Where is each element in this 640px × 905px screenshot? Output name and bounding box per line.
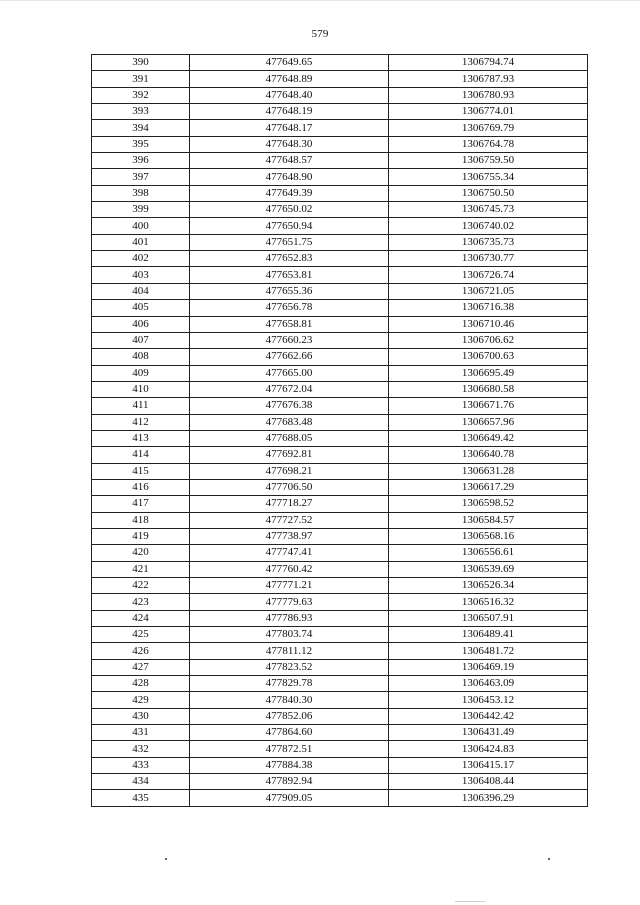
point-number-cell: 396: [92, 153, 190, 169]
table-row: [92, 283, 588, 299]
y-coordinate-cell: 1306710.46: [389, 316, 588, 332]
point-number-cell: 409: [92, 365, 190, 381]
y-coordinate-cell: 1306431.49: [389, 725, 588, 741]
point-number-cell: 415: [92, 463, 190, 479]
point-number-cell: 400: [92, 218, 190, 234]
x-coordinate-cell: 477727.52: [190, 512, 389, 528]
x-coordinate-cell: 477655.36: [190, 283, 389, 299]
y-coordinate-cell: 1306657.96: [389, 414, 588, 430]
x-coordinate-cell: 477811.12: [190, 643, 389, 659]
point-number-cell: 398: [92, 185, 190, 201]
point-number-cell: 390: [92, 55, 190, 71]
table-row: [92, 496, 588, 512]
table-row: [92, 349, 588, 365]
table-row: [92, 578, 588, 594]
point-number-cell: 405: [92, 300, 190, 316]
y-coordinate-cell: 1306764.78: [389, 136, 588, 152]
table-row: [92, 365, 588, 381]
point-number-cell: 399: [92, 202, 190, 218]
x-coordinate-cell: 477648.40: [190, 87, 389, 103]
y-coordinate-cell: 1306745.73: [389, 202, 588, 218]
point-number-cell: 422: [92, 578, 190, 594]
table-row: [92, 528, 588, 544]
x-coordinate-cell: 477909.05: [190, 790, 389, 806]
table-row: [92, 725, 588, 741]
y-coordinate-cell: 1306481.72: [389, 643, 588, 659]
y-coordinate-cell: 1306755.34: [389, 169, 588, 185]
x-coordinate-cell: 477840.30: [190, 692, 389, 708]
table-row: [92, 692, 588, 708]
point-number-cell: 421: [92, 561, 190, 577]
table-row: [92, 741, 588, 757]
y-coordinate-cell: 1306598.52: [389, 496, 588, 512]
x-coordinate-cell: 477747.41: [190, 545, 389, 561]
table-row: [92, 708, 588, 724]
point-number-cell: 397: [92, 169, 190, 185]
y-coordinate-cell: 1306408.44: [389, 774, 588, 790]
point-number-cell: 416: [92, 479, 190, 495]
x-coordinate-cell: 477718.27: [190, 496, 389, 512]
table-row: [92, 659, 588, 675]
y-coordinate-cell: 1306759.50: [389, 153, 588, 169]
y-coordinate-cell: 1306507.91: [389, 610, 588, 626]
y-coordinate-cell: 1306396.29: [389, 790, 588, 806]
table-row: [92, 153, 588, 169]
table-row: [92, 790, 588, 806]
scan-edge-bottom: [455, 901, 485, 902]
y-coordinate-cell: 1306695.49: [389, 365, 588, 381]
point-number-cell: 392: [92, 87, 190, 103]
table-row: [92, 610, 588, 626]
point-number-cell: 414: [92, 447, 190, 463]
point-number-cell: 433: [92, 757, 190, 773]
point-number-cell: 430: [92, 708, 190, 724]
point-number-cell: 403: [92, 267, 190, 283]
x-coordinate-cell: 477672.04: [190, 381, 389, 397]
table-row: [92, 267, 588, 283]
x-coordinate-cell: 477803.74: [190, 627, 389, 643]
y-coordinate-cell: 1306750.50: [389, 185, 588, 201]
y-coordinate-cell: 1306516.32: [389, 594, 588, 610]
y-coordinate-cell: 1306649.42: [389, 430, 588, 446]
x-coordinate-cell: 477683.48: [190, 414, 389, 430]
y-coordinate-cell: 1306721.05: [389, 283, 588, 299]
y-coordinate-cell: 1306526.34: [389, 578, 588, 594]
point-number-cell: 412: [92, 414, 190, 430]
scan-speck-right: [548, 858, 550, 860]
table-row: [92, 447, 588, 463]
y-coordinate-cell: 1306469.19: [389, 659, 588, 675]
y-coordinate-cell: 1306539.69: [389, 561, 588, 577]
x-coordinate-cell: 477872.51: [190, 741, 389, 757]
table-row: [92, 71, 588, 87]
table-row: [92, 218, 588, 234]
point-number-cell: 395: [92, 136, 190, 152]
point-number-cell: 408: [92, 349, 190, 365]
table-row: [92, 676, 588, 692]
page-number: 579: [311, 28, 329, 40]
table-row: [92, 414, 588, 430]
table-row: [92, 479, 588, 495]
y-coordinate-cell: 1306442.42: [389, 708, 588, 724]
table-row: [92, 300, 588, 316]
point-number-cell: 420: [92, 545, 190, 561]
point-number-cell: 424: [92, 610, 190, 626]
y-coordinate-cell: 1306726.74: [389, 267, 588, 283]
y-coordinate-cell: 1306568.16: [389, 528, 588, 544]
point-number-cell: 413: [92, 430, 190, 446]
table-row: [92, 185, 588, 201]
x-coordinate-cell: 477852.06: [190, 708, 389, 724]
table-row: [92, 202, 588, 218]
y-coordinate-cell: 1306716.38: [389, 300, 588, 316]
x-coordinate-cell: 477648.17: [190, 120, 389, 136]
point-number-cell: 435: [92, 790, 190, 806]
y-coordinate-cell: 1306706.62: [389, 332, 588, 348]
point-number-cell: 428: [92, 676, 190, 692]
table-row: [92, 643, 588, 659]
x-coordinate-cell: 477652.83: [190, 251, 389, 267]
table-row: [92, 430, 588, 446]
y-coordinate-cell: 1306631.28: [389, 463, 588, 479]
x-coordinate-cell: 477656.78: [190, 300, 389, 316]
table-row: [92, 251, 588, 267]
y-coordinate-cell: 1306424.83: [389, 741, 588, 757]
x-coordinate-cell: 477698.21: [190, 463, 389, 479]
y-coordinate-cell: 1306769.79: [389, 120, 588, 136]
y-coordinate-cell: 1306794.74: [389, 55, 588, 71]
table-row: [92, 136, 588, 152]
point-number-cell: 417: [92, 496, 190, 512]
y-coordinate-cell: 1306640.78: [389, 447, 588, 463]
y-coordinate-cell: 1306787.93: [389, 71, 588, 87]
coordinate-table: [91, 54, 588, 807]
table-row: [92, 398, 588, 414]
x-coordinate-cell: 477829.78: [190, 676, 389, 692]
x-coordinate-cell: 477650.02: [190, 202, 389, 218]
table-row: [92, 774, 588, 790]
x-coordinate-cell: 477651.75: [190, 234, 389, 250]
x-coordinate-cell: 477653.81: [190, 267, 389, 283]
table-row: [92, 332, 588, 348]
x-coordinate-cell: 477760.42: [190, 561, 389, 577]
point-number-cell: 394: [92, 120, 190, 136]
x-coordinate-cell: 477864.60: [190, 725, 389, 741]
x-coordinate-cell: 477786.93: [190, 610, 389, 626]
point-number-cell: 423: [92, 594, 190, 610]
y-coordinate-cell: 1306735.73: [389, 234, 588, 250]
point-number-cell: 429: [92, 692, 190, 708]
x-coordinate-cell: 477892.94: [190, 774, 389, 790]
table-row: [92, 87, 588, 103]
point-number-cell: 434: [92, 774, 190, 790]
x-coordinate-cell: 477662.66: [190, 349, 389, 365]
x-coordinate-cell: 477649.65: [190, 55, 389, 71]
table-row: [92, 234, 588, 250]
y-coordinate-cell: 1306556.61: [389, 545, 588, 561]
x-coordinate-cell: 477771.21: [190, 578, 389, 594]
x-coordinate-cell: 477650.94: [190, 218, 389, 234]
x-coordinate-cell: 477706.50: [190, 479, 389, 495]
x-coordinate-cell: 477676.38: [190, 398, 389, 414]
y-coordinate-cell: 1306463.09: [389, 676, 588, 692]
point-number-cell: 406: [92, 316, 190, 332]
point-number-cell: 411: [92, 398, 190, 414]
x-coordinate-cell: 477648.30: [190, 136, 389, 152]
point-number-cell: 425: [92, 627, 190, 643]
y-coordinate-cell: 1306489.41: [389, 627, 588, 643]
x-coordinate-cell: 477823.52: [190, 659, 389, 675]
point-number-cell: 410: [92, 381, 190, 397]
point-number-cell: 404: [92, 283, 190, 299]
y-coordinate-cell: 1306680.58: [389, 381, 588, 397]
point-number-cell: 393: [92, 104, 190, 120]
y-coordinate-cell: 1306730.77: [389, 251, 588, 267]
point-number-cell: 402: [92, 251, 190, 267]
point-number-cell: 401: [92, 234, 190, 250]
table-row: [92, 757, 588, 773]
x-coordinate-cell: 477665.00: [190, 365, 389, 381]
coordinate-table-body: [92, 55, 588, 807]
x-coordinate-cell: 477649.39: [190, 185, 389, 201]
table-row: [92, 545, 588, 561]
point-number-cell: 427: [92, 659, 190, 675]
x-coordinate-cell: 477779.63: [190, 594, 389, 610]
y-coordinate-cell: 1306584.57: [389, 512, 588, 528]
point-number-cell: 419: [92, 528, 190, 544]
x-coordinate-cell: 477658.81: [190, 316, 389, 332]
table-row: [92, 104, 588, 120]
table-row: [92, 120, 588, 136]
table-row: [92, 512, 588, 528]
scan-speck-left: [165, 858, 167, 860]
point-number-cell: 391: [92, 71, 190, 87]
y-coordinate-cell: 1306740.02: [389, 218, 588, 234]
y-coordinate-cell: 1306415.17: [389, 757, 588, 773]
point-number-cell: 432: [92, 741, 190, 757]
x-coordinate-cell: 477648.90: [190, 169, 389, 185]
table-row: [92, 316, 588, 332]
y-coordinate-cell: 1306780.93: [389, 87, 588, 103]
point-number-cell: 407: [92, 332, 190, 348]
x-coordinate-cell: 477660.23: [190, 332, 389, 348]
scan-edge-top: [0, 0, 640, 1]
y-coordinate-cell: 1306700.63: [389, 349, 588, 365]
y-coordinate-cell: 1306617.29: [389, 479, 588, 495]
x-coordinate-cell: 477688.05: [190, 430, 389, 446]
x-coordinate-cell: 477648.89: [190, 71, 389, 87]
table-row: [92, 463, 588, 479]
y-coordinate-cell: 1306453.12: [389, 692, 588, 708]
table-row: [92, 381, 588, 397]
point-number-cell: 431: [92, 725, 190, 741]
y-coordinate-cell: 1306671.76: [389, 398, 588, 414]
x-coordinate-cell: 477648.57: [190, 153, 389, 169]
x-coordinate-cell: 477884.38: [190, 757, 389, 773]
y-coordinate-cell: 1306774.01: [389, 104, 588, 120]
table-row: [92, 594, 588, 610]
table-row: [92, 169, 588, 185]
table-row: [92, 627, 588, 643]
x-coordinate-cell: 477692.81: [190, 447, 389, 463]
x-coordinate-cell: 477648.19: [190, 104, 389, 120]
x-coordinate-cell: 477738.97: [190, 528, 389, 544]
table-row: [92, 561, 588, 577]
table-row: [92, 55, 588, 71]
point-number-cell: 418: [92, 512, 190, 528]
point-number-cell: 426: [92, 643, 190, 659]
